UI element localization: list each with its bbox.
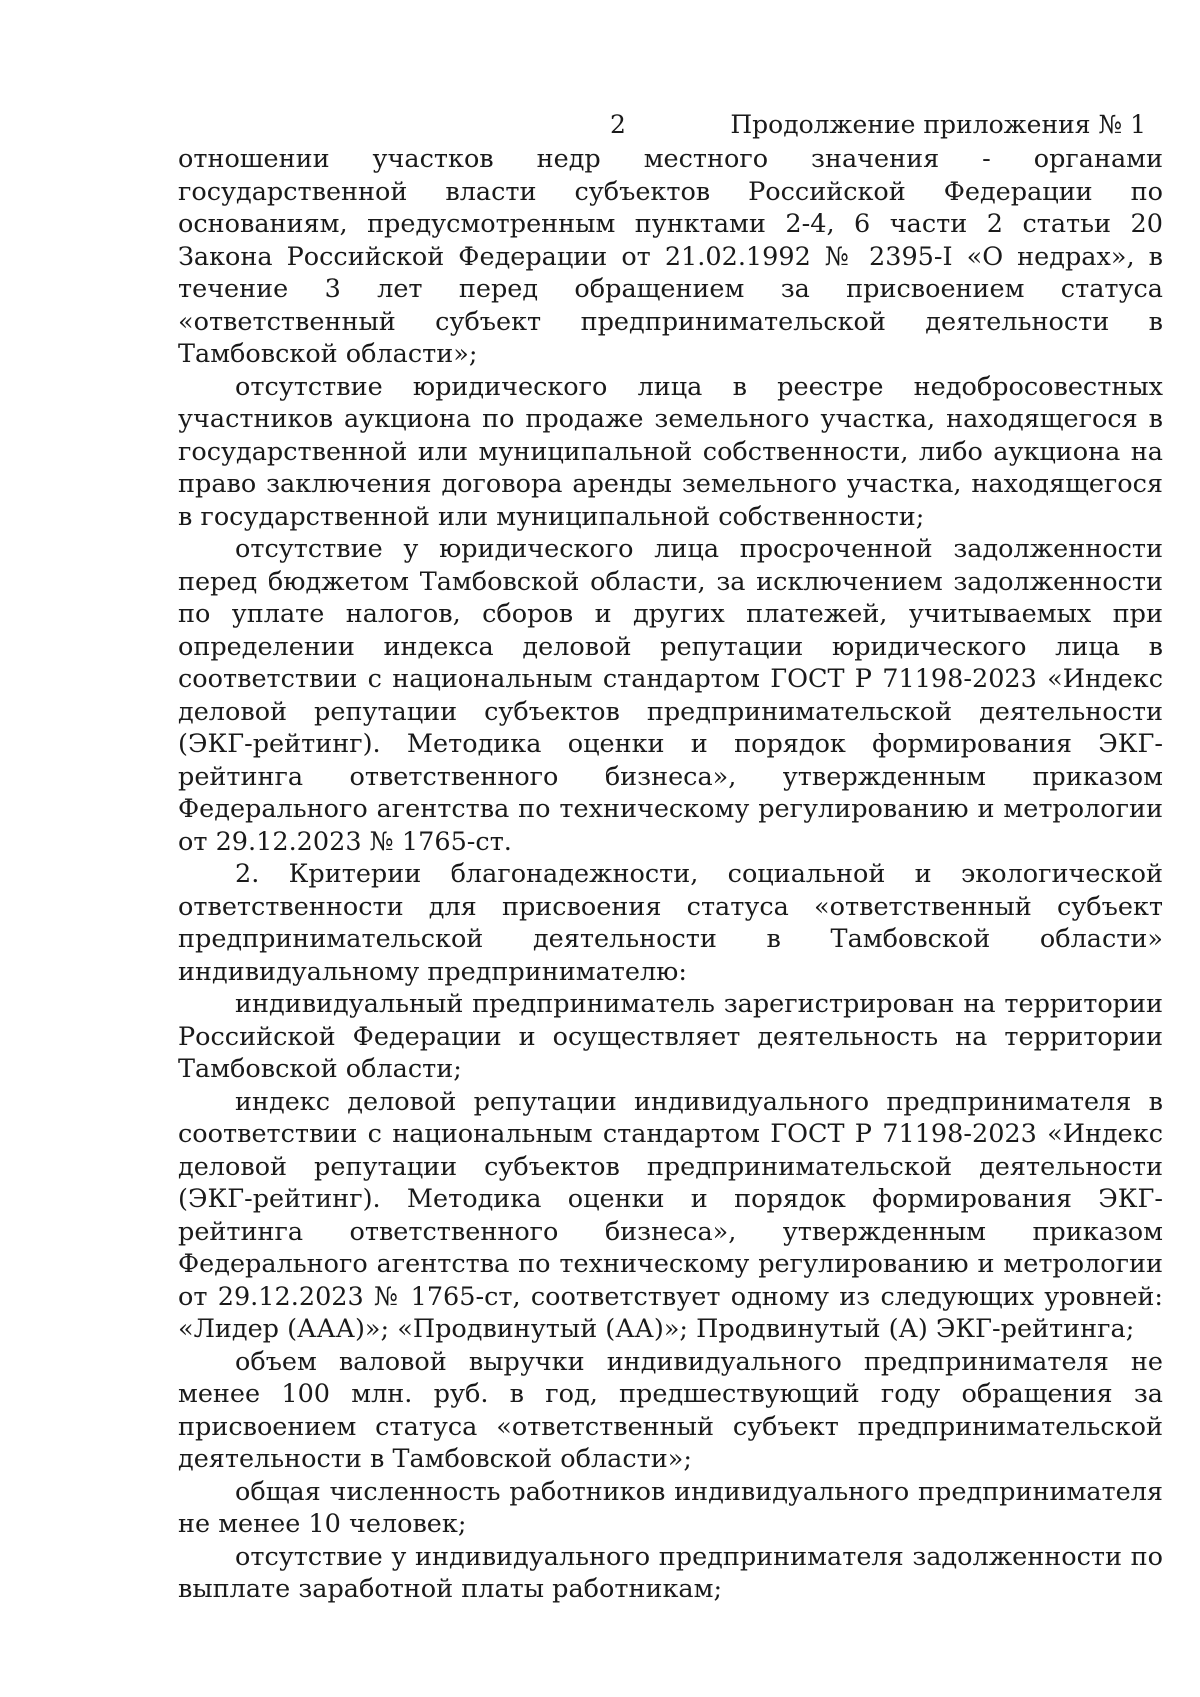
paragraph-budget-debt: отсутствие у юридического лица просроченной задолженности перед бюджетом Тамбовской области, за исключением задолженности по уплате налогов, сборов и других платежей, учитываемых при определении индекса деловой репутации юридического лица в соответствии с национальным стандартом ГОСТ Р 71198-2023 «Индекс деловой репутации субъектов предпринимательской деятельности (ЭКГ-рейтинг). Методика оценки и порядок формирования ЭКГ-рейтинга ответственного бизнеса», утвержденным приказом Федерального агентства по техническому регулированию и метрологии от 29.12.2023 № 1765-ст. [178, 534, 1163, 857]
document-body [178, 143, 1163, 1606]
paragraph-continuation: отношении участков недр местного значения - органами государственной власти субъектов Российской Федерации по основаниям, предусмотренным пунктами 2-4, 6 части 2 статьи 20 Закона Российской Федерации от 21.02.1992 № 2395-I «О недрах», в течение 3 лет перед обращением за присвоением статуса «ответственный субъект предпринимательской деятельности в Тамбовской области»; [178, 144, 1163, 369]
appendix-continuation-label: Продолжение приложения № 1 [730, 110, 1146, 139]
paragraph-registration: индивидуальный предприниматель зарегистрирован на территории Российской Федерации и осуществляет деятельность на территории Тамбовской области; [178, 989, 1163, 1084]
paragraph-revenue: объем валовой выручки индивидуального предпринимателя не менее 100 млн. руб. в год, предшествующий году обращения за присвоением статуса «ответственный субъект предпринимательской деятельности в Тамбовской области»; [178, 1346, 1163, 1474]
section-2-criteria-heading: 2. Критерии благонадежности, социальной и экологической ответственности для присвоения статуса «ответственный субъект предпринимательской деятельности в Тамбовской области» индивидуальному предпринимателю: [178, 859, 1163, 987]
paragraph-wage-debt: отсутствие у индивидуального предпринимателя задолженности по выплате заработной платы работникам; [178, 1541, 1163, 1604]
paragraph-reputation-index: индекс деловой репутации индивидуального предпринимателя в соответствии с национальным стандартом ГОСТ Р 71198-2023 «Индекс деловой репутации субъектов предпринимательской деятельности (ЭКГ-рейтинг). Методика оценки и порядок формирования ЭКГ-рейтинга ответственного бизнеса», утвержденным приказом Федерального агентства по техническому регулированию и метрологии от 29.12.2023 № 1765-ст, соответствует одному из следующих уровней: «Лидер (ААА)»; «Продвинутый (АА)»; Продвинутый (А) ЭКГ-рейтинга; [178, 1086, 1163, 1344]
paragraph-unfair-participants-registry: отсутствие юридического лица в реестре недобросовестных участников аукциона по продаже земельного участка, находящегося в государственной или муниципальной собственности, либо аукциона на право заключения договора аренды земельного участка, находящегося в государственной или муниципальной собственности; [178, 371, 1163, 532]
page-number: 2 [610, 110, 626, 139]
paragraph-employees: общая численность работников индивидуального предпринимателя не менее 10 человек; [178, 1476, 1163, 1539]
page-header [178, 108, 1158, 142]
